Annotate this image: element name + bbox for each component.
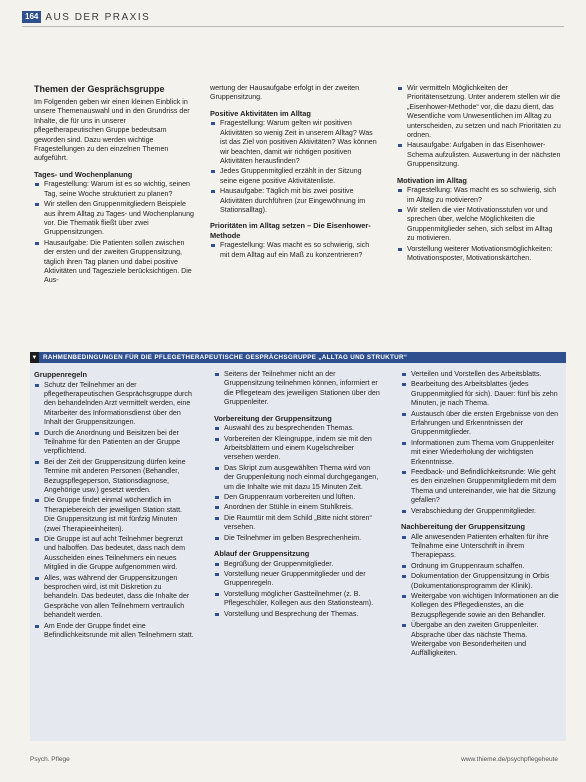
list-item: Fragestellung: Was macht es so schwierig, sich mit dem Alltag auf ein Maß zu konzentrieren? <box>210 241 380 260</box>
list-item: Vorstellung weiterer Motivationsmöglichkeiten: Motivationsposter, Motivationskärtchen. <box>397 245 561 264</box>
list-item: Auswahl des zu besprechenden Themas. <box>214 424 382 433</box>
list-item: Hausaufgabe: Die Patienten sollen zwischen der ersten und der zweiten Gruppensitzung, täglich ihren Tag planen und dabei positive Aktivitäten und Tagesziele berücksichtigen. Die Aus- <box>34 239 194 286</box>
list-item: Alles, was während der Gruppensitzungen besprochen wird, ist mit Diskretion zu behandeln. Das bedeutet, dass die Inhalte der Gespräche von allen Teilnehmern vertraulich behandelt werden. <box>34 574 194 621</box>
list-item: Wir vermitteln Möglichkeiten der Prioritätensetzung. Unter anderem stellen wir die „Eisenhower-Methode“ vor, die dazu dient, das Wesentliche vom Unwesentlichen im Alltag zu unterscheiden, zu setzen und nach Prioritäten zu ordnen. <box>397 84 561 140</box>
bullet-list <box>401 533 563 659</box>
bullet-list <box>34 180 194 285</box>
list-item: Den Gruppenraum vorbereiten und lüften. <box>214 493 382 502</box>
box-column-3 <box>401 370 563 660</box>
bullet-list <box>214 370 382 408</box>
bullet-list <box>397 186 561 263</box>
paragraph: wertung der Hausaufgabe erfolgt in der zweiten Gruppensitzung. <box>210 84 360 102</box>
box-column-2 <box>214 370 382 620</box>
list-item: Übergabe an den zweiten Gruppenleiter. Absprache über das nächste Thema. Weitergabe von Besonderheiten und Auffälligkeiten. <box>401 621 563 659</box>
list-item: Durch die Anordnung und Beisitzen bei der Teilnahme für den Patienten an der Gruppe verpflichtend. <box>34 429 194 457</box>
list-item: Am Ende der Gruppe findet eine Befindlichkeitsrunde mit allen Teilnehmern statt. <box>34 622 194 641</box>
subheading: Positive Aktivitäten im Alltag <box>210 108 311 118</box>
list-item: Vorstellung neuer Gruppenmitglieder und der Gruppenregeln. <box>214 570 382 589</box>
list-item: Verteilen und Vorstellen des Arbeitsblatts. <box>401 370 563 379</box>
list-item: Ordnung im Gruppenraum schaffen. <box>401 562 563 571</box>
list-item: Das Skript zum ausgewählten Thema wird von der Gruppenleitung noch einmal durchgegangen, um die Inhalte wie mit dazu 15 Minuten Zeit. <box>214 464 382 492</box>
list-item: Seitens der Teilnehmer nicht an der Gruppensitzung teilnehmen können, informiert er die Pflegeteam des jeweiligen Stationen über den Gruppenleiter. <box>214 370 382 408</box>
intro-paragraph: Im Folgenden geben wir einen kleinen Einblick in unsere Themenauswahl und in den Grundriss der Inhalte, die für uns in unserer pflegetherapeutischen Gruppe bedeutsam geworden sind. Dazu werden wichtige Fragestellungen zu den einzelnen Themen aufgeführt. <box>34 98 190 163</box>
list-item: Wir stellen die vier Motivationsstufen vor und sprechen über, welche Möglichkeiten die Gruppenmitglieder sehen, sich selbst im Alltag zu motivieren. <box>397 206 561 244</box>
list-item: Weitergabe von wichtigen Informationen an die Kollegen des Pflegedienstes, an die Bezugspflegende sowie an den Behandler. <box>401 592 563 620</box>
list-item: Informationen zum Thema vom Gruppenleiter mit einer Wiederholung der wichtigsten Erkenntnisse. <box>401 439 563 467</box>
list-item: Schutz der Teilnehmer an der pflegetherapeutischen Gesprächsgruppe durch den behandelnden Arzt vermittelt werden, eine Mitarbeiter des Informationsdienst über den Inhalt der Gruppensitzungen. <box>34 381 194 428</box>
subheading: Nachbereitung der Gruppensitzung <box>401 522 526 532</box>
list-item: Hausaufgabe: Täglich mit bis zwei positive Aktivitäten durchführen (zur Eingewöhnung im Stationsalltag). <box>210 187 380 215</box>
subheading: Ablauf der Gruppensitzung <box>214 549 310 558</box>
list-item: Die Gruppe ist auf acht Teilnehmer begrenzt und halboffen. Das bedeutet, dass nach dem Ausscheiden eines Teilnehmers ein neues Mitglied in die Gruppe aufgenommen wird. <box>34 535 194 573</box>
list-item: Hausaufgabe: Aufgaben in das Eisenhower-Schema aufzulisten. Auswertung in der nächsten Gruppensitzung. <box>397 141 561 169</box>
list-item: Die Gruppe findet einmal wöchentlich im Therapiebereich der jeweiligen Station statt. Die Gruppensitzung ist mit fünfzig Minuten (zwei Therapieeinheiten). <box>34 496 194 534</box>
box-banner <box>30 352 566 363</box>
list-item: Dokumentation der Gruppensitzung in Orbis (Dokumentationsprogramm der Klinik). <box>401 572 563 591</box>
list-item: Feedback- und Befindlichkeitsrunde: Wie geht es den einzelnen Gruppenmitgliedern mit dem Thema und untereinander, wie hat die Sitzung gefallen? <box>401 468 563 506</box>
subheading: Gruppenregeln <box>34 370 87 379</box>
box-column-1 <box>34 370 194 641</box>
list-item: Fragestellung: Warum ist es so wichtig, seinen Tag, seine Woche strukturiert zu planen? <box>34 180 194 199</box>
bullet-list <box>401 370 563 516</box>
list-item: Austausch über die ersten Ergebnisse von den Erfahrungen und Erkenntnissen der Gruppenmitglieder. <box>401 410 563 438</box>
list-item: Bei der Zeit der Gruppensitzung dürfen keine Termine mit anderen Personen (Behandler, Bezugspflegeperson, Stationsdiagnose, Angehörige usw.) gesetzt werden. <box>34 458 194 496</box>
list-item: Fragestellung: Warum gelten wir positiven Aktivitäten so wenig Zeit in unserem Alltag? Was ist das Ziel von positiven Aktivitäten? Was können wir beachten, damit wir richtigen positiven Aktivitäten herausfinden? <box>210 119 380 166</box>
header-rule <box>22 26 564 27</box>
bullet-list <box>397 84 561 170</box>
list-item: Bearbeitung des Arbeitsblattes (jedes Gruppenmitglied für sich). Dauer: fünf bis zehn Minuten, je nach Thema. <box>401 380 563 408</box>
page-header <box>22 10 150 24</box>
footer-url[interactable]: www.thieme.de/psychpflegeheute <box>461 756 558 763</box>
section-title: AUS DER PRAXIS <box>45 11 151 23</box>
list-item: Wir stellen den Gruppenmitgliedern Beispiele aus ihrem Alltag zu Tages- und Wochenplanung vor. Die Thematik fließt über zwei Gruppensitzungen. <box>34 200 194 238</box>
list-item: Verabschiedung der Gruppenmitglieder. <box>401 507 563 516</box>
list-item: Alle anwesenden Patienten erhalten für ihre Teilnahme eine Unterschrift in ihrem Therapiepass. <box>401 533 563 561</box>
top-column-3 <box>397 84 561 264</box>
subheading: Vorbereitung der Gruppensitzung <box>214 413 332 423</box>
subheading: Tages- und Wochenplanung <box>34 169 133 179</box>
list-item: Die Teilnehmer im gelben Besprechenheim. <box>214 534 382 543</box>
bullet-list <box>214 560 382 619</box>
page-number: 164 <box>22 11 41 23</box>
list-item: Vorstellung und Besprechung der Themas. <box>214 610 382 619</box>
bullet-list <box>210 119 380 215</box>
top-column-2 <box>210 84 380 261</box>
bullet-list <box>34 381 194 641</box>
list-item: Fragestellung: Was macht es so schwierig, sich im Alltag zu motivieren? <box>397 186 561 205</box>
list-item: Die Raumtür mit dem Schild „Bitte nicht stören“ versehen. <box>214 514 382 533</box>
list-item: Anordnen der Stühle in einem Stuhlkreis. <box>214 503 382 512</box>
bullet-list <box>214 424 382 543</box>
footer-left: Psych. Pflege <box>30 756 70 763</box>
list-item: Vorstellung möglicher Gastteilnehmer (z. B. Pflegeschüler, Kollegen aus den Stationsteam). <box>214 590 382 609</box>
top-column-1 <box>34 84 194 287</box>
list-item: Begrüßung der Gruppenmitglieder. <box>214 560 382 569</box>
subheading: Motivation im Alltag <box>397 175 467 185</box>
list-item: Vorbereiten der Kleingruppe, indem sie mit den Arbeitsblättern und einem Kugelschreiber versehen werden. <box>214 435 382 463</box>
triangle-down-icon: ▼ <box>30 352 39 363</box>
bullet-list <box>210 241 380 260</box>
subheading: Prioritäten im Alltag setzen – Die Eisenhower-Methode <box>210 221 371 240</box>
list-item: Jedes Gruppenmitglied erzählt in der Sitzung seine eigene positive Aktivitätenliste. <box>210 167 380 186</box>
article-heading: Themen der Gesprächsgruppe <box>34 84 165 94</box>
box-title: RAHMENBEDINGUNGEN FÜR DIE PFLEGETHERAPEUTISCHE GESPRÄCHSGRUPPE „ALLTAG UND STRUKTUR“ <box>43 354 408 361</box>
